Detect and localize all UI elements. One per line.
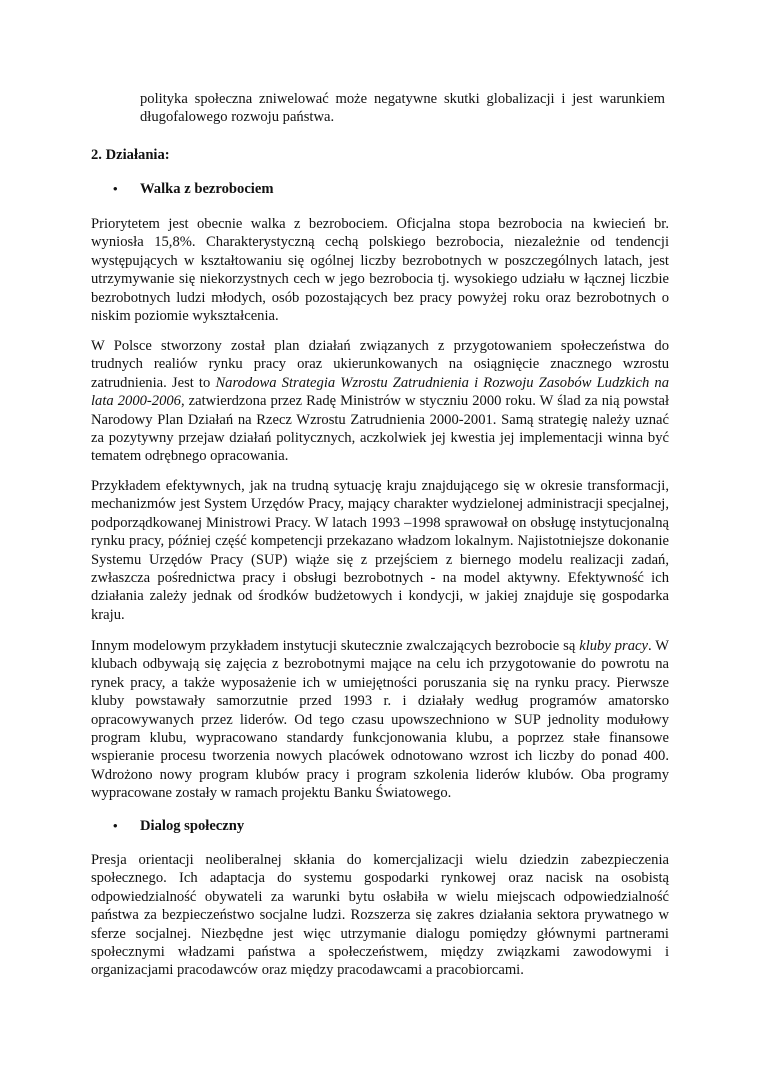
paragraph-national-strategy bbox=[91, 337, 669, 466]
section-heading: 2. Działania: bbox=[91, 147, 170, 163]
job-clubs-italic: kluby pracy bbox=[579, 638, 648, 654]
strategy-title-italic: Narodowa Strategia Wzrostu Zatrudnienia i Rozwoju Zasobów Ludzkich na lata 2000-2006 bbox=[91, 374, 669, 410]
paragraph-text: , zatwierdzona przez Radę Ministrów w styczniu 2000 roku. W ślad za nią powstał Narodowy Plan Działań na Rzecz Wzrostu Zatrudnienia 2000-2001. Samą strategię należy uznać za pozytywny przejaw działań politycznych, aczkolwiek jej kwestia jej implementacji winna być tematem odrębnego opracowania. bbox=[91, 393, 669, 465]
paragraph-job-clubs bbox=[91, 637, 669, 803]
paragraph-social-dialogue: Presja orientacji neoliberalnej skłania do komercjalizacji wielu dziedzin zabezpieczenia społecznego. Ich adaptacja do systemu gospodarki rynkowej oraz nacisk na osobistą odpowiedzialność obywateli za warunki bytu osłabiła w wielu miejscach odpowiedzialność państwa za bezpieczeństwo socjalne ludzi. Rozszerza się zakres działania sektora prywatnego w sferze socjalnej. Niezbędne jest więc utrzymanie dialogu pomiędzy głównymi partnerami społecznymi władzami państwa a społeczeństwem, między związkami zawodowymi i organizacjami pracodawców oraz między pracodawcami a pracobiorcami. bbox=[91, 852, 669, 979]
bullet-heading-label: Walka z bezrobociem bbox=[140, 181, 274, 197]
paragraph-text: . W klubach odbywają się zajęcia z bezrobotnymi mające na celu ich przygotowanie do powrotu na rynek pracy, a także wyposażenie ich w umiejętności poruszania się na rynku pracy. Pierwsze kluby powstawały samorzutnie przed 1993 r. i działały według programów amatorsko opracowywanych przez liderów. Od tego czasu upowszechniono w SUP jednolity modułowy program klubu, wypracowano standardy funkcjonowania klubu, a poprzez stałe finansowe wspieranie procesu tworzenia nowych placówek odnotowano wzrost ich liczby do ponad 400. Wdrożono nowy program klubów pracy i program szkolenia liderów klubów. Oba programy wypracowane zostały w ramach projektu Banku Światowego. bbox=[91, 638, 670, 802]
paragraph-text: Innym modelowym przykładem instytucji skutecznie zwalczających bezrobocie są bbox=[91, 638, 580, 654]
bullet-icon: • bbox=[113, 818, 118, 833]
intro-paragraph: polityka społeczna zniwelować może negatywne skutki globalizacji i jest warunkiem długofalowego rozwoju państwa. bbox=[140, 91, 665, 126]
paragraph-unemployment-priority: Priorytetem jest obecnie walka z bezrobociem. Oficjalna stopa bezrobocia na kwiecień br. wyniosła 15,8%. Charakterystyczną cechą polskiego bezrobocia, niezależnie od tendencji występujących w kształtowaniu się ogólnej liczby bezrobotnych w poszczególnych latach, jest utrzymywanie się niekorzystnych cech w jego bezrobocia tj. wysokiego udziału w łącznej liczbie bezrobotnych ludzi młodych, osób pozostających bez pracy powyżej roku oraz bezrobotnych o niskim poziomie wykształcenia. bbox=[91, 216, 669, 325]
bullet-icon: • bbox=[113, 181, 118, 196]
bullet-heading-unemployment bbox=[113, 180, 274, 198]
paragraph-text: W Polsce stworzony został plan działań związanych z przygotowaniem społeczeństwa do trudnych realiów rynku pracy oraz ukierunkowanych na osiągnięcie znacznego wzrostu zatrudnienia. Jest to bbox=[91, 338, 669, 391]
bullet-heading-label: Dialog społeczny bbox=[140, 818, 245, 834]
bullet-heading-social-dialogue bbox=[113, 817, 244, 835]
paragraph-labour-offices: Przykładem efektywnych, jak na trudną sytuację kraju znajdującego się w okresie transformacji, mechanizmów jest System Urzędów Pracy, mający charakter wydzielonej administracji specjalnej, podporządkowanej Ministrowi Pracy. W latach 1993 –1998 sprawował on obsługę instytucjonalną rynku pracy, później część kompetencji przekazano władzom lokalnym. Najistotniejsze dokonanie Systemu Urzędów Pracy (SUP) wiąże się z przejściem z biernego modelu realizacji zadań, zwłaszcza pośrednictwa pracy i obsługi bezrobotnych - na model aktywny. Efektywność ich działania zależy jednak od środków budżetowych i kondycji, w jakiej znajduje się gospodarka kraju. bbox=[91, 478, 669, 623]
